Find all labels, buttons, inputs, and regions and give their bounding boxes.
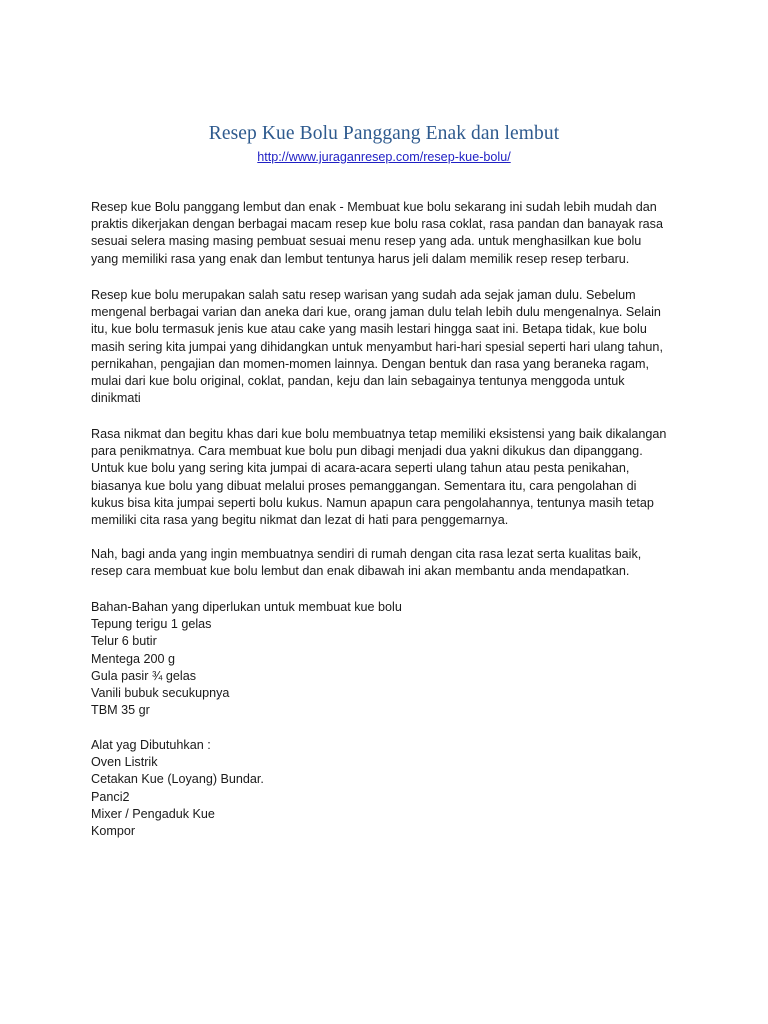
ingredients-heading: Bahan-Bahan yang diperlukan untuk membuat kue bolu (91, 600, 402, 614)
tool-item: Cetakan Kue (Loyang) Bundar. (91, 772, 264, 787)
ingredients-list (91, 599, 402, 719)
tool-item: Kompor (91, 824, 136, 839)
ingredient-item: TBM 35 gr (91, 703, 150, 718)
paragraph-intro: Resep kue Bolu panggang lembut dan enak - Membuat kue bolu sekarang ini sudah lebih mudah dan praktis dikerjakan dengan berbagai macam resep kue bolu rasa coklat, rasa pandan dan banayak rasa sesuai selera masing masing pembuat sesuai menu resep yang ada. untuk menghasilkan kue bolu yang memiliki rasa yang enak dan lembut tentunya harus jeli dalam memilik resep resep terbaru. (91, 200, 663, 266)
tool-item: Mixer / Pengaduk Kue (91, 806, 215, 821)
document-title: Resep Kue Bolu Panggang Enak dan lembut (208, 123, 560, 144)
tools-heading: Alat yag Dibutuhkan : (91, 738, 211, 752)
tool-item: Panci2 (91, 789, 130, 804)
ingredient-item: Telur 6 butir (91, 634, 157, 649)
tool-item: Oven Listrik (91, 755, 158, 770)
ingredient-item: Gula pasir ¾ gelas (91, 668, 197, 683)
tools-list (91, 737, 264, 840)
paragraph-closing: Nah, bagi anda yang ingin membuatnya sendiri di rumah dengan cita rasa lezat serta kualitas baik, resep cara membuat kue bolu lembut dan enak dibawah ini akan membantu anda mendapatkan. (91, 547, 642, 579)
source-link[interactable]: http://www.juraganresep.com/resep-kue-bolu/ (257, 150, 511, 164)
ingredient-item: Mentega 200 g (91, 651, 176, 666)
ingredient-item: Tepung terigu 1 gelas (91, 617, 212, 632)
paragraph-history: Resep kue bolu merupakan salah satu resep warisan yang sudah ada sejak jaman dulu. Sebelum mengenal berbagai varian dan aneka dari kue, orang jaman dulu telah lebih dulu mengenalnya. Selain itu, kue bolu termasuk jenis kue atau cake yang masih lestari hingga saat ini. Betapa tidak, kue bolu masih sering kita jumpai yang dihidangkan untuk menyambut hari-hari spesial seperti hari ulang tahun, pernikahan, pengajian dan momen-momen lainnya. Dengan bentuk dan rasa yang beraneka ragam, mulai dari kue bolu original, coklat, pandan, keju dan lain sebagainya tentunya menggoda untuk dinikmati (91, 288, 663, 406)
ingredient-item: Vanili bubuk secukupnya (91, 686, 230, 701)
paragraph-methods: Rasa nikmat dan begitu khas dari kue bolu membuatnya tetap memiliki eksistensi yang baik dikalangan para penikmatnya. Cara membuat kue bolu pun dibagi menjadi dua yakni dikukus dan dipanggang. Untuk kue bolu yang sering kita jumpai di acara-acara seperti ulang tahun atau pesta penikahan, biasanya kue bolu yang dibuat melalui proses pemanggangan. Sementara itu, cara pengolahan di kukus bisa kita jumpai seperti bolu kukus. Namun apapun cara pengolahannya, tentunya masih tetap memiliki cita rasa yang begitu nikmat dan lezat di hati para penggemarnya. (91, 427, 667, 528)
